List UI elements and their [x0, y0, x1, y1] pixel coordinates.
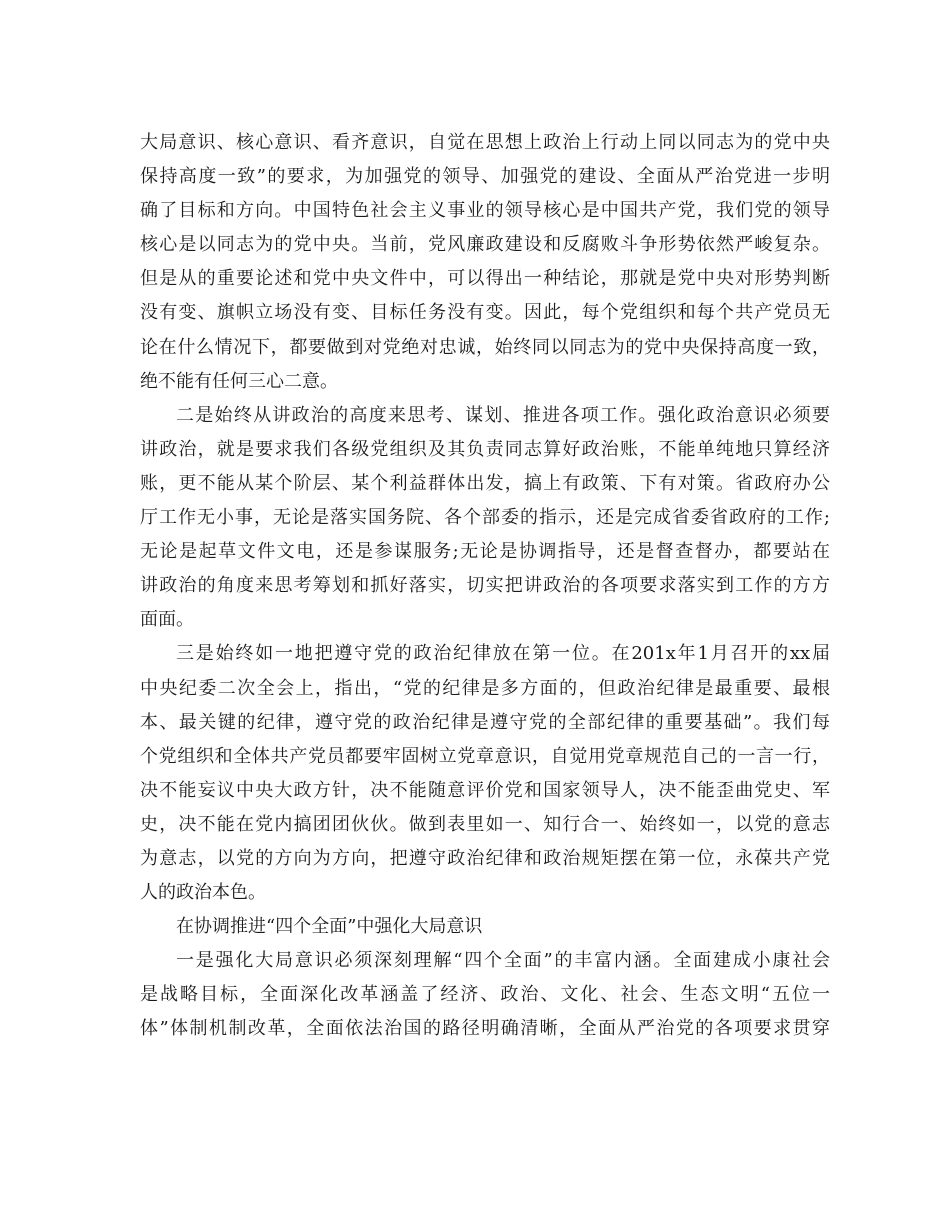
text-line: 体”体制机制改革，全面依法治国的路径明确清晰，全面从严治党的各项要求贯穿 [140, 1018, 830, 1040]
text-line: 二是始终从讲政治的高度来思考、谋划、推进各项工作。强化政治意识必须要 [176, 404, 830, 426]
text-line: 没有变、旗帜立场没有变、目标任务没有变。因此，每个党组织和每个共产党员无 [140, 302, 830, 324]
text-line: 三是始终如一地把遵守党的政治纪律放在第一位。在201x年1月召开的xx届 [176, 643, 830, 665]
text-line: 讲政治，就是要求我们各级党组织及其负责同志算好政治账，不能单纯地只算经济 [140, 438, 830, 460]
text-line: 论在什么情况下，都要做到对党绝对忠诚，始终同以同志为的党中央保持高度一致， [140, 336, 830, 358]
text-line: 大局意识、核心意识、看齐意识，自觉在思想上政治上行动上同以同志为的党中央 [140, 132, 830, 153]
text-line: 本、最关键的纪律，遵守党的政治纪律是遵守党的全部纪律的重要基础”。我们每 [140, 711, 830, 733]
text-line: 个党组织和全体共产党员都要牢固树立党章意识，自觉用党章规范自己的一言一行， [140, 745, 830, 767]
text-line: 一是强化大局意识必须深刻理解“四个全面”的丰富内涵。全面建成小康社会 [176, 950, 830, 972]
text-line: 在协调推进“四个全面”中强化大局意识 [176, 916, 483, 938]
text-line: 是战略目标，全面深化改革涵盖了经济、政治、文化、社会、生态文明“五位一 [140, 984, 830, 1006]
text-line: 绝不能有任何三心二意。 [140, 370, 338, 392]
text-line: 账，更不能从某个阶层、某个利益群体出发，搞上有政策、下有对策。省政府办公 [140, 472, 830, 494]
text-line: 面面。 [140, 609, 194, 631]
text-line: 确了目标和方向。中国特色社会主义事业的领导核心是中国共产党，我们党的领导 [140, 200, 830, 222]
text-line: 中央纪委二次全会上，指出，“党的纪律是多方面的，但政治纪律是最重要、最根 [140, 677, 830, 699]
text-line: 无论是起草文件文电，还是参谋服务;无论是协调指导，还是督查督办，都要站在 [140, 541, 830, 563]
text-line: 史，决不能在党内搞团团伙伙。做到表里如一、知行合一、始终如一，以党的意志 [140, 813, 830, 835]
text-line: 厅工作无小事，无论是落实国务院、各个部委的指示，还是完成省委省政府的工作; [140, 507, 830, 529]
text-line: 为意志，以党的方向为方向，把遵守政治纪律和政治规矩摆在第一位，永葆共产党 [140, 847, 830, 869]
text-line: 讲政治的角度来思考筹划和抓好落实，切实把讲政治的各项要求落实到工作的方方 [140, 575, 830, 597]
text-line: 保持高度一致”的要求，为加强党的领导、加强党的建设、全面从严治党进一步明 [140, 166, 830, 188]
text-line: 核心是以同志为的党中央。当前，党风廉政建设和反腐败斗争形势依然严峻复杂。 [140, 234, 830, 256]
text-line: 但是从的重要论述和党中央文件中，可以得出一种结论，那就是党中央对形势判断 [140, 268, 830, 290]
document-body [140, 126, 830, 1047]
text-line: 决不能妄议中央大政方针，决不能随意评价党和国家领导人，决不能歪曲党史、军 [140, 779, 830, 801]
text-line: 人的政治本色。 [140, 882, 266, 904]
